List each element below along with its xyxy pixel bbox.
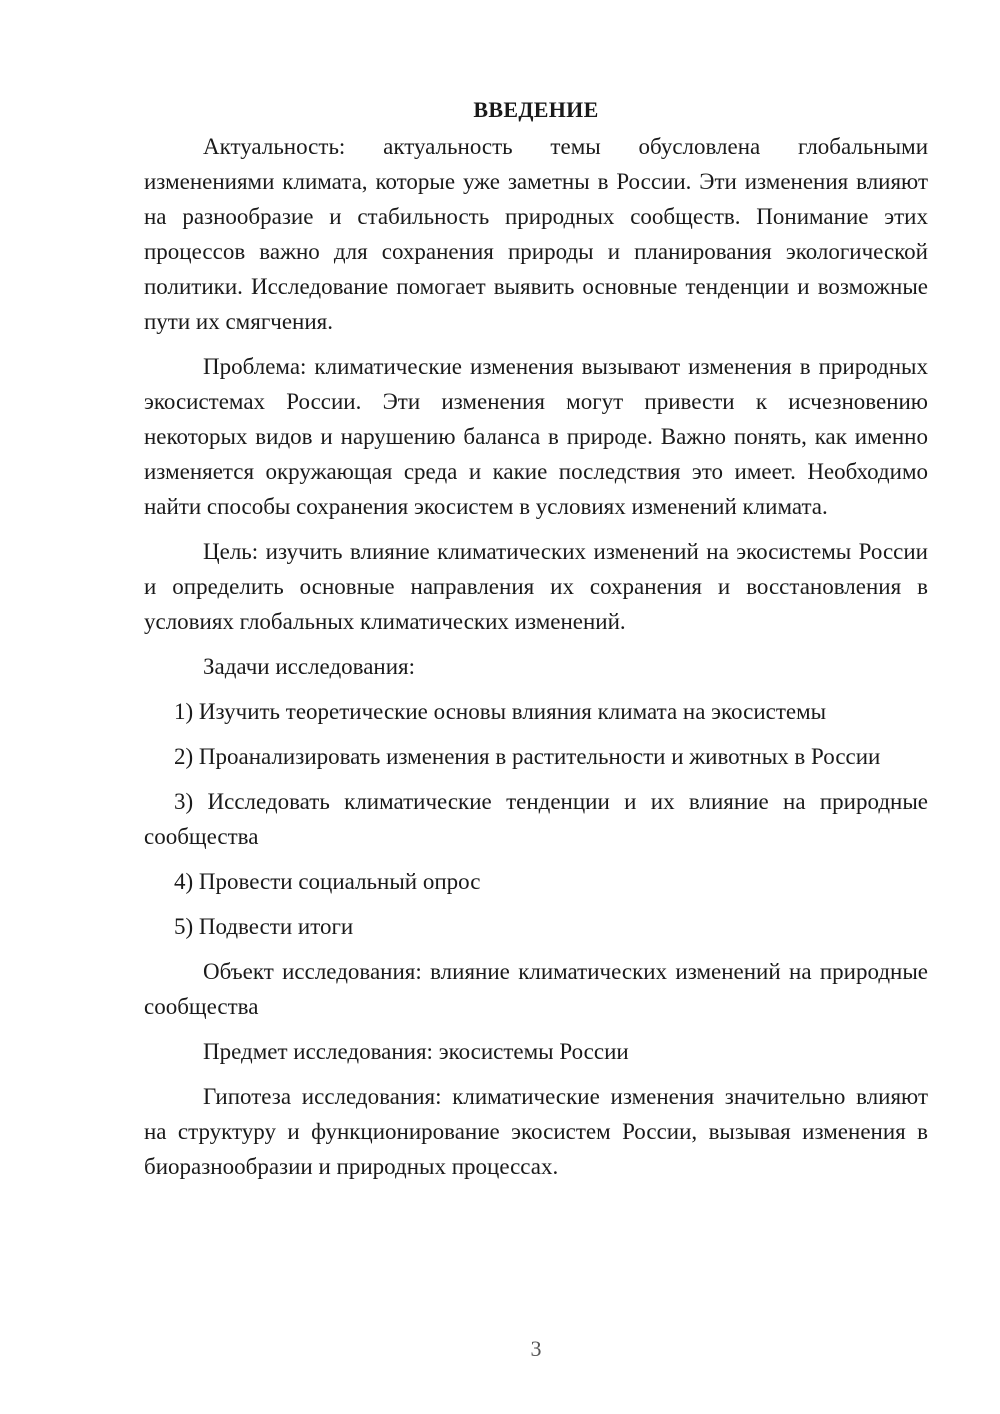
page-number: 3: [530, 1336, 542, 1361]
task-item: 1) Изучить теоретические основы влияния климата на экосистемы: [174, 699, 827, 724]
task-item: 5) Подвести итоги: [174, 914, 354, 939]
task-item: 3) Исследовать климатические тенденции и их влияние на природные сообщества: [144, 789, 928, 849]
page-content: [144, 92, 928, 1194]
task-item: 2) Проанализировать изменения в растительности и животных в России: [174, 744, 881, 769]
paragraph-problem: Проблема: климатические изменения вызывают изменения в природных экосистемах России. Эти изменения могут привести к исчезновению некоторых видов и нарушению баланса в природе. Важно понять, как именно изменяется окружающая среда и какие последствия это имеет. Необходимо найти способы сохранения экосистем в условиях изменений климата.: [144, 354, 928, 519]
tasks-heading: Задачи исследования:: [203, 654, 416, 679]
paragraph-subject: Предмет исследования: экосистемы России: [203, 1039, 629, 1064]
paragraph-relevance: Актуальность: актуальность темы обусловлена глобальными изменениями климата, которые уже заметны в России. Эти изменения влияют на разнообразие и стабильность природных сообществ. Понимание этих процессов важно для сохранения природы и планирования экологической политики. Исследование помогает выявить основные тенденции и возможные пути их смягчения.: [144, 134, 928, 334]
paragraph-hypothesis: Гипотеза исследования: климатические изменения значительно влияют на структуру и функционирование экосистем России, вызывая изменения в биоразнообразии и природных процессах.: [144, 1084, 928, 1179]
page-title: ВВЕДЕНИЕ: [473, 97, 599, 122]
task-item: 4) Провести социальный опрос: [174, 869, 481, 894]
paragraph-goal: Цель: изучить влияние климатических изменений на экосистемы России и определить основные направления их сохранения и восстановления в условиях глобальных климатических изменений.: [144, 539, 928, 634]
paragraph-object: Объект исследования: влияние климатических изменений на природные сообщества: [144, 959, 928, 1019]
